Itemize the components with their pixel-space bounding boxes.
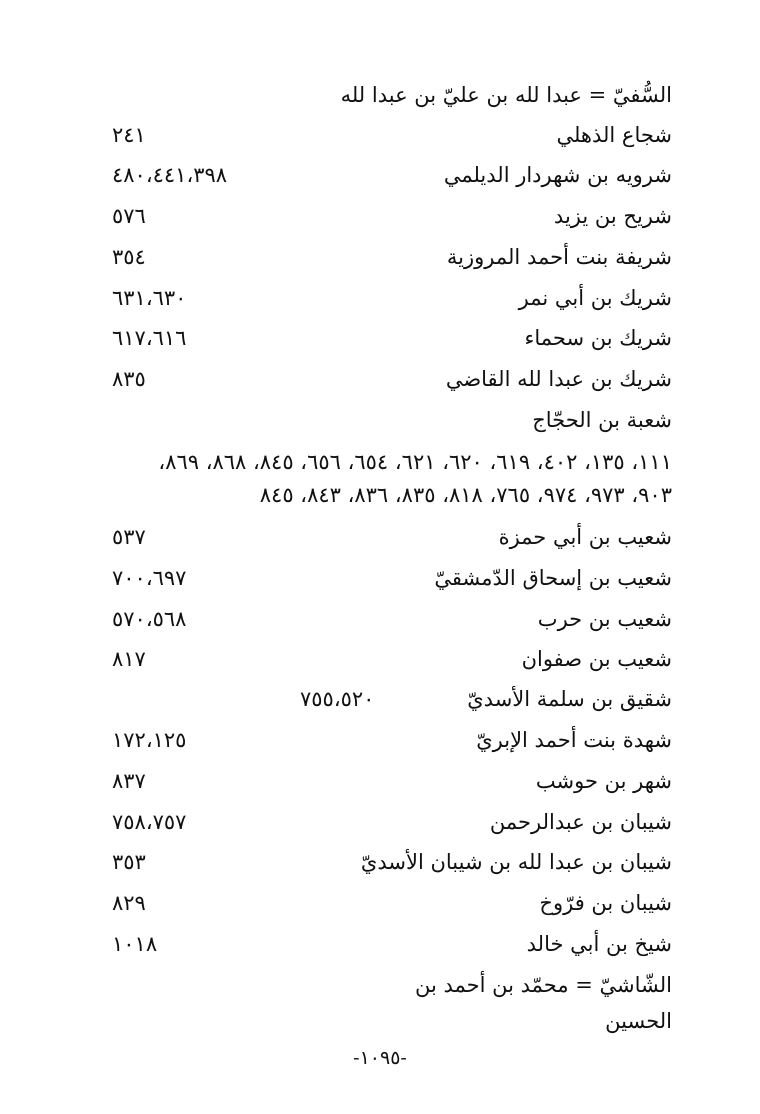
entry-pages: ٣٥٣	[112, 850, 146, 874]
entry-pages: ٧٥٥،٥٢٠	[300, 687, 375, 711]
entry-pages-wrapped: ١١١، ١٣٥، ٤٠٢، ٦١٩، ٦٢٠، ٦٢١، ٦٥٤، ٦٥٦، ٨٤٥، ٨٦٨، ٨٦٩،	[158, 450, 672, 474]
cross-reference-continuation: الحسين	[605, 1009, 672, 1033]
entry-pages: ٣٥٤	[112, 245, 146, 269]
entry-name: السُّفيّ = عبدا لله بن عليّ بن عبدا لله	[340, 83, 672, 107]
entry-pages: ١٧٢،١٢٥	[112, 728, 187, 752]
entry-pages: ٨٢٩	[112, 891, 146, 915]
entry-name: شريح بن يزيد	[553, 204, 672, 228]
entry-name: شعبة بن الحجّاج	[532, 408, 672, 432]
entry-pages: ٦٣١،٦٣٠	[112, 286, 187, 310]
entry-pages: ٦١٧،٦١٦	[112, 326, 187, 350]
entry-name: شريك بن سحماء	[524, 326, 672, 350]
entry-pages: ٥٧٠،٥٦٨	[112, 607, 187, 631]
entry-pages: ٥٧٦	[112, 204, 146, 228]
entry-name: شقيق بن سلمة الأسديّ	[467, 687, 672, 711]
entry-pages-wrapped: ٩٠٣، ٩٧٣، ٩٧٤، ٧٦٥، ٨١٨، ٨٣٥، ٨٣٦، ٨٤٣، ٨٤٥	[259, 483, 672, 507]
entry-pages: ٧٥٨،٧٥٧	[112, 810, 187, 834]
entry-name: شرويه بن شهردار الديلمي	[443, 163, 672, 187]
entry-name: شريك بن أبي نمر	[518, 286, 672, 310]
entry-pages: ٧٠٠،٦٩٧	[112, 566, 187, 590]
entry-pages: ٨١٧	[112, 647, 146, 671]
entry-name: شعيب بن أبي حمزة	[498, 525, 672, 549]
entry-pages: ٢٤١	[112, 123, 146, 147]
entry-pages: ٤٨٠،٤٤١،٣٩٨	[112, 163, 228, 187]
entry-name: شعيب بن حرب	[537, 607, 672, 631]
entry-pages: ٨٣٥	[112, 367, 146, 391]
entry-name: شيبان بن فرّوخ	[539, 891, 672, 915]
page-number: -١٠٩٥-	[353, 1047, 407, 1069]
entry-name: شجاع الذهلي	[556, 123, 672, 147]
entry-pages: ٨٣٧	[112, 769, 146, 793]
entry-name: شيبان بن عبدا لله بن شيبان الأسديّ	[360, 850, 672, 874]
entry-name: شيخ بن أبي خالد	[526, 932, 672, 956]
entry-pages: ١٠١٨	[112, 932, 158, 956]
entry-pages: ٥٣٧	[112, 525, 146, 549]
entry-name: شهر بن حوشب	[535, 769, 672, 793]
entry-name: شهدة بنت أحمد الإبريّ	[476, 728, 672, 752]
entry-name: شعيب بن صفوان	[521, 647, 672, 671]
cross-reference: الشّاشيّ = محمّد بن أحمد بن	[414, 973, 672, 997]
entry-name: شريفة بنت أحمد المروزية	[446, 245, 672, 269]
entry-name: شعيب بن إسحاق الدّمشقيّ	[434, 566, 672, 590]
entry-name: شريك بن عبدا لله القاضي	[445, 367, 672, 391]
entry-name: شيبان بن عبدالرحمن	[489, 810, 672, 834]
